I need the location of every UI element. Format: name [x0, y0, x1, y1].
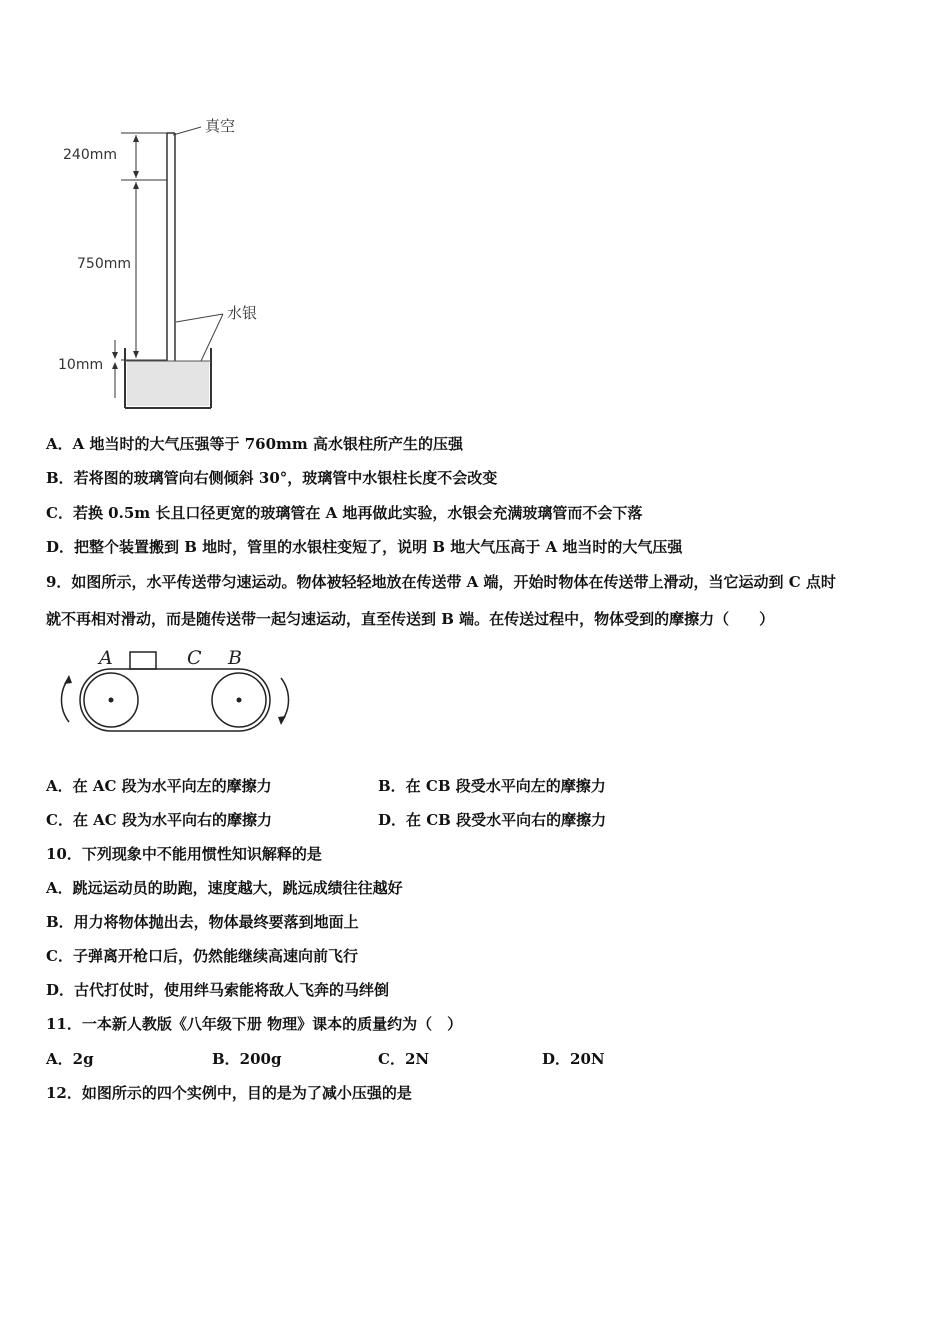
point-a-label: A — [99, 647, 113, 669]
point-c-label: C — [187, 647, 202, 669]
q9-option-a: A．在 AC 段为水平向左的摩擦力 — [46, 777, 272, 795]
label-10mm: 10mm — [58, 357, 104, 373]
q8-option-b: B．若将图的玻璃管向右侧倾斜 30°，玻璃管中水银柱长度不会改变 — [46, 469, 498, 487]
label-240mm: 240mm — [63, 147, 117, 163]
point-b-label: B — [228, 647, 242, 669]
q11-option-c: C．2N — [378, 1050, 430, 1068]
vacuum-label: 真空 — [205, 117, 236, 135]
q9-option-b: B．在 CB 段受水平向左的摩擦力 — [378, 777, 606, 795]
q10-option-a: A．跳远运动员的助跑，速度越大，跳远成绩往往越好 — [46, 879, 403, 897]
conveyor-figure — [55, 640, 305, 745]
q8-option-a: A．A 地当时的大气压强等于 760mm 高水银柱所产生的压强 — [46, 435, 463, 453]
q10-option-d: D．古代打仗时，使用绊马索能将敌人飞奔的马绊倒 — [46, 981, 390, 999]
q11-option-b: B．200g — [212, 1050, 282, 1068]
q9-option-d: D．在 CB 段受水平向右的摩擦力 — [378, 811, 607, 829]
q9-stem-line2: 就不再相对滑动，而是随传送带一起匀速运动，直至传送到 B 端。在传送过程中，物体受到的摩擦力（ ） — [46, 610, 775, 628]
q12-stem: 12．如图所示的四个实例中，目的是为了减小压强的是 — [46, 1084, 412, 1102]
q11-stem: 11．一本新人教版《八年级下册 物理》课本的质量约为（ ） — [46, 1015, 463, 1033]
q9-stem-line1: 9．如图所示，水平传送带匀速运动。物体被轻轻地放在传送带 A 端，开始时物体在传送带上滑动，当它运动到 C 点时 — [46, 573, 836, 591]
q10-stem: 10．下列现象中不能用惯性知识解释的是 — [46, 845, 322, 863]
mercury-label: 水银 — [227, 304, 258, 322]
q8-option-c: C．若换 0.5m 长且口径更宽的玻璃管在 A 地再做此实验，水银会充满玻璃管而不会下落 — [46, 504, 643, 522]
q8-option-d: D．把整个装置搬到 B 地时，管里的水银柱变短了，说明 B 地大气压高于 A 地当时的大气压强 — [46, 538, 683, 556]
q10-option-c: C．子弹离开枪口后，仍然能继续高速向前飞行 — [46, 947, 358, 965]
q11-option-a: A．2g — [46, 1050, 94, 1068]
torricelli-figure — [55, 110, 285, 415]
label-750mm: 750mm — [77, 256, 131, 272]
q10-option-b: B．用力将物体抛出去，物体最终要落到地面上 — [46, 913, 359, 931]
object-block — [130, 652, 156, 669]
q11-option-d: D．20N — [542, 1050, 605, 1068]
q9-option-c: C．在 AC 段为水平向右的摩擦力 — [46, 811, 272, 829]
